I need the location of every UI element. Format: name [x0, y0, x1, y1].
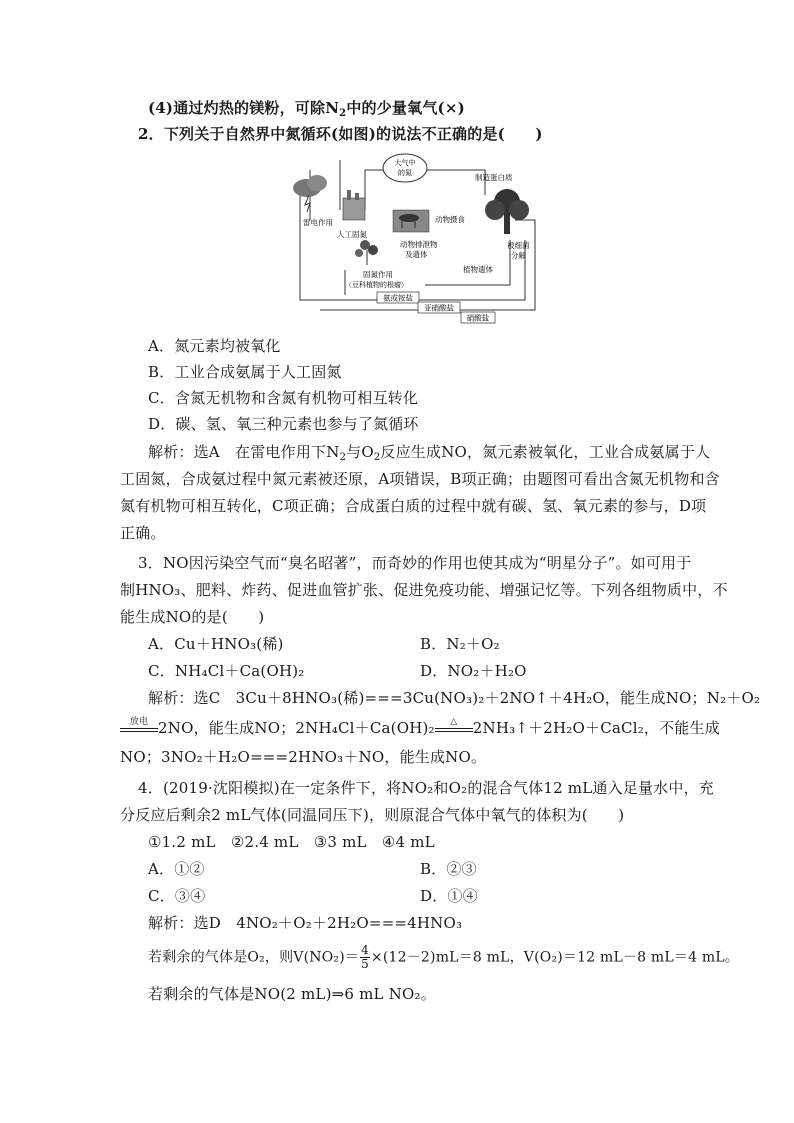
label-bacteria-1: 被细菌	[507, 241, 530, 250]
label-lightning: 雷电作用	[303, 218, 333, 227]
q4-option-b: B．②③	[420, 860, 477, 878]
label-excretion-2: 及遗体	[405, 250, 428, 259]
prev-item-4: (4)通过灼热的镁粉，可除$N_2$中的少量氧气(×)	[148, 99, 465, 119]
q2-analysis-line-3: 氮有机物可相互转化，C项正确；合成蛋白质的过程中就有碳、氢、氧元素的参与，D项	[120, 497, 707, 515]
q4-stem-line-2: 分反应后剩余2 mL气体(同温同压下)，则原混合气体中氧气的体积为( )	[120, 806, 625, 824]
q3-stem-line-2: 制HNO₃、肥料、炸药、促进血管扩张、促进免疫功能、增强记忆等。下列各组物质中，不	[120, 581, 728, 599]
factory-icon	[343, 190, 365, 220]
q2-analysis-line-1: 解析：选A 在雷电作用下$N_2$与$O_2$反应生成NO，氮元素被氧化，工业合成氨属于人	[148, 443, 711, 463]
q2-stem: 2．下列关于自然界中氮循环(如图)的说法不正确的是( )	[138, 125, 543, 143]
tree-icon	[485, 189, 529, 234]
label-nitrate: 硝酸盐	[466, 313, 490, 323]
q3-stem-line-1: 3．NO因污染空气而“臭名昭著”，而奇妙的作用也使其成为“明星分子”。如可用于	[138, 554, 692, 572]
q4-option-d: D．①④	[420, 887, 478, 905]
horse-icon	[393, 210, 429, 232]
label-eating: 动物摄食	[435, 215, 465, 224]
q2-analysis-line-4: 正确。	[120, 524, 166, 542]
q3-option-a: A．Cu＋HNO₃(稀)	[148, 635, 284, 653]
q3-analysis-line-2: 放电 2NO，能生成NO；2NH₄Cl＋Ca(OH)₂ △ 2NH₃↑＋2H₂O＋CaCl₂，不能生成	[120, 718, 720, 738]
q2-option-b: B．工业合成氨属于人工固氮	[148, 363, 342, 381]
q3-option-d: D．NO₂＋H₂O	[420, 662, 527, 680]
nitrogen-cycle-diagram	[285, 150, 550, 325]
label-bacteria-2: 分解	[511, 251, 526, 260]
label-protein: 制造蛋白质	[475, 173, 513, 182]
heat-condition-arrow: △	[435, 720, 473, 738]
q2-option-d: D．碳、氢、氧三种元素也参与了氮循环	[148, 415, 419, 433]
q3-analysis-line-1: 解析：选C 3Cu＋8HNO₃(稀)===3Cu(NO₃)₂＋2NO↑＋4H₂O，能生成NO；N₂＋O₂	[148, 689, 761, 707]
label-ammonia: 氨或铵盐	[383, 293, 413, 303]
q4-option-a: A．①②	[148, 860, 205, 878]
q4-choices: ①1.2 mL ②2.4 mL ③3 mL ④4 mL	[148, 833, 435, 851]
discharge-condition-arrow: 放电	[120, 720, 158, 738]
q3-analysis-line-3: NO；3NO₂＋H₂O===2HNO₃＋NO，能生成NO。	[120, 748, 487, 766]
q4-analysis-line-1: 解析：选D 4NO₂＋O₂＋2H₂O===4HNO₃	[148, 914, 463, 932]
legume-plant-icon	[355, 240, 378, 265]
label-atmosphere-1: 大气中	[394, 159, 416, 167]
label-industrial: 人工固氮	[337, 230, 367, 239]
q2-analysis-line-2: 工固氮，合成氨过程中氮元素被还原，A项错误，B项正确；由题图可看出含氮无机物和含	[120, 470, 720, 488]
q4-stem-line-1: 4．(2019·沈阳模拟)在一定条件下，将NO₂和O₂的混合气体12 mL通入足量水中，充	[138, 779, 714, 797]
q3-option-c: C．NH₄Cl＋Ca(OH)₂	[148, 662, 305, 680]
q3-stem-line-3: 能生成NO的是( )	[120, 608, 265, 626]
label-fixation-1: 固氮作用	[363, 270, 393, 279]
q2-option-c: C．含氮无机物和含氮有机物可相互转化	[148, 389, 419, 407]
q4-option-c: C．③④	[148, 887, 206, 905]
label-nitrite: 亚硝酸盐	[424, 303, 454, 313]
q2-option-a: A．氮元素均被氧化	[148, 337, 281, 355]
q4-analysis-line-3: 若剩余的气体是NO(2 mL)⇒6 mL NO₂。	[148, 985, 436, 1003]
label-plant-remains: 植物遗体	[463, 265, 493, 274]
q3-option-b: B．N₂＋O₂	[420, 635, 500, 653]
fraction: $\frac{4}{5}$	[361, 943, 369, 971]
label-fixation-2: （豆科植物的根瘤）	[345, 281, 408, 289]
label-excretion-1: 动物排泄物	[400, 240, 438, 249]
label-atmosphere-2: 的氮	[398, 169, 412, 177]
q4-analysis-line-2: 若剩余的气体是O₂，则V(NO₂)＝ $\frac{4}{5}$ ×(12－2)mL＝8 mL，V(O₂)＝12 mL－8 mL＝4 mL。	[148, 943, 740, 971]
